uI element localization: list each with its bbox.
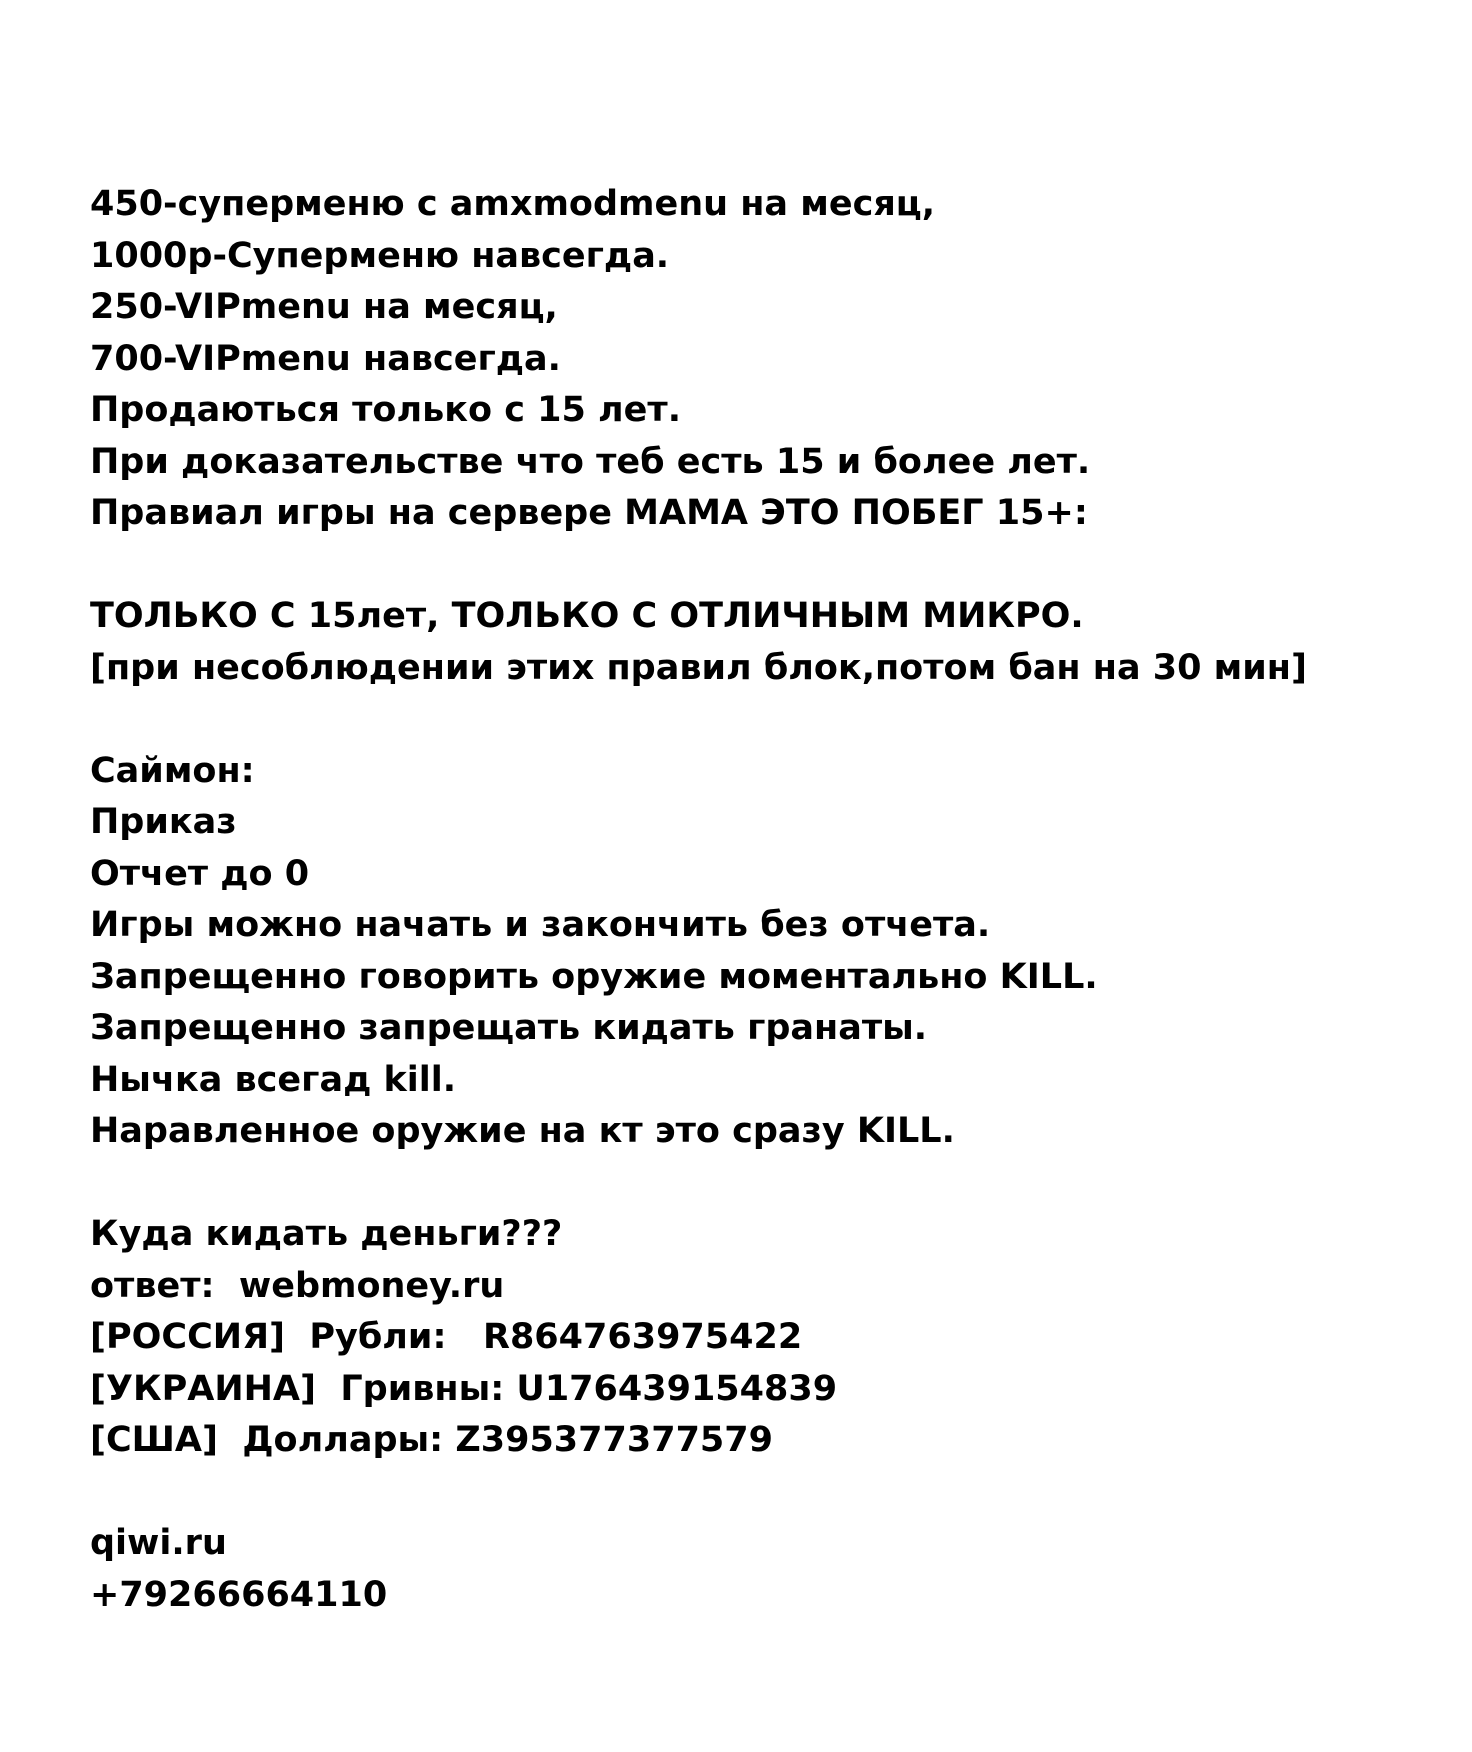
wallet-line: [США] Доллары: Z395377377579 bbox=[90, 1420, 773, 1460]
age-requirement-line: Продаються только с 15 лет. bbox=[90, 390, 681, 430]
server-rules-heading: Правиал игры на сервере МАМА ЭТО ПОБЕГ 15+: bbox=[90, 493, 1088, 533]
blank-line bbox=[90, 540, 1450, 592]
price-line: 450-суперменю с amxmodmenu на месяц, bbox=[90, 184, 936, 224]
document-text bbox=[90, 179, 1450, 1621]
blank-line bbox=[90, 694, 1450, 746]
price-line: 250-VIPmenu на месяц, bbox=[90, 287, 558, 327]
rule-line: Отчет до 0 bbox=[90, 853, 310, 894]
rule-line: Наравленное оружие на кт это сразу KILL. bbox=[90, 1111, 955, 1151]
simon-heading: Саймон: bbox=[90, 750, 255, 791]
rule-line: Запрещенно запрещать кидать гранаты. bbox=[90, 1008, 928, 1048]
requirement-line: ТОЛЬКО С 15лет, ТОЛЬКО С ОТЛИЧНЫМ МИКРО. bbox=[90, 596, 1084, 636]
penalty-line: [при несоблюдении этих правил блок,потом бан на 30 мин] bbox=[90, 647, 1307, 688]
blank-line bbox=[90, 1158, 1450, 1210]
price-line: 1000р-Суперменю навсегда. bbox=[90, 235, 670, 276]
qiwi-service-line: qiwi.ru bbox=[90, 1523, 227, 1563]
rule-line: Игры можно начать и закончить без отчета. bbox=[90, 905, 991, 945]
price-line: 700-VIPmenu навсегда. bbox=[90, 338, 561, 379]
blank-line bbox=[90, 1467, 1450, 1519]
wallet-line: [РОССИЯ] Рубли: R864763975422 bbox=[90, 1317, 803, 1357]
rule-line: Запрещенно говорить оружие моментально KILL. bbox=[90, 956, 1098, 997]
rule-line: Приказ bbox=[90, 802, 237, 842]
phone-number-line: +79266664110 bbox=[90, 1574, 388, 1615]
wallet-line: [УКРАИНА] Гривны: U176439154839 bbox=[90, 1368, 838, 1409]
rule-line: Нычка всегад kill. bbox=[90, 1059, 457, 1100]
age-proof-line: При доказательстве что теб есть 15 и более лет. bbox=[90, 441, 1091, 482]
payment-heading: Куда кидать деньги??? bbox=[90, 1214, 563, 1254]
payment-service-line: ответ: webmoney.ru bbox=[90, 1265, 505, 1306]
